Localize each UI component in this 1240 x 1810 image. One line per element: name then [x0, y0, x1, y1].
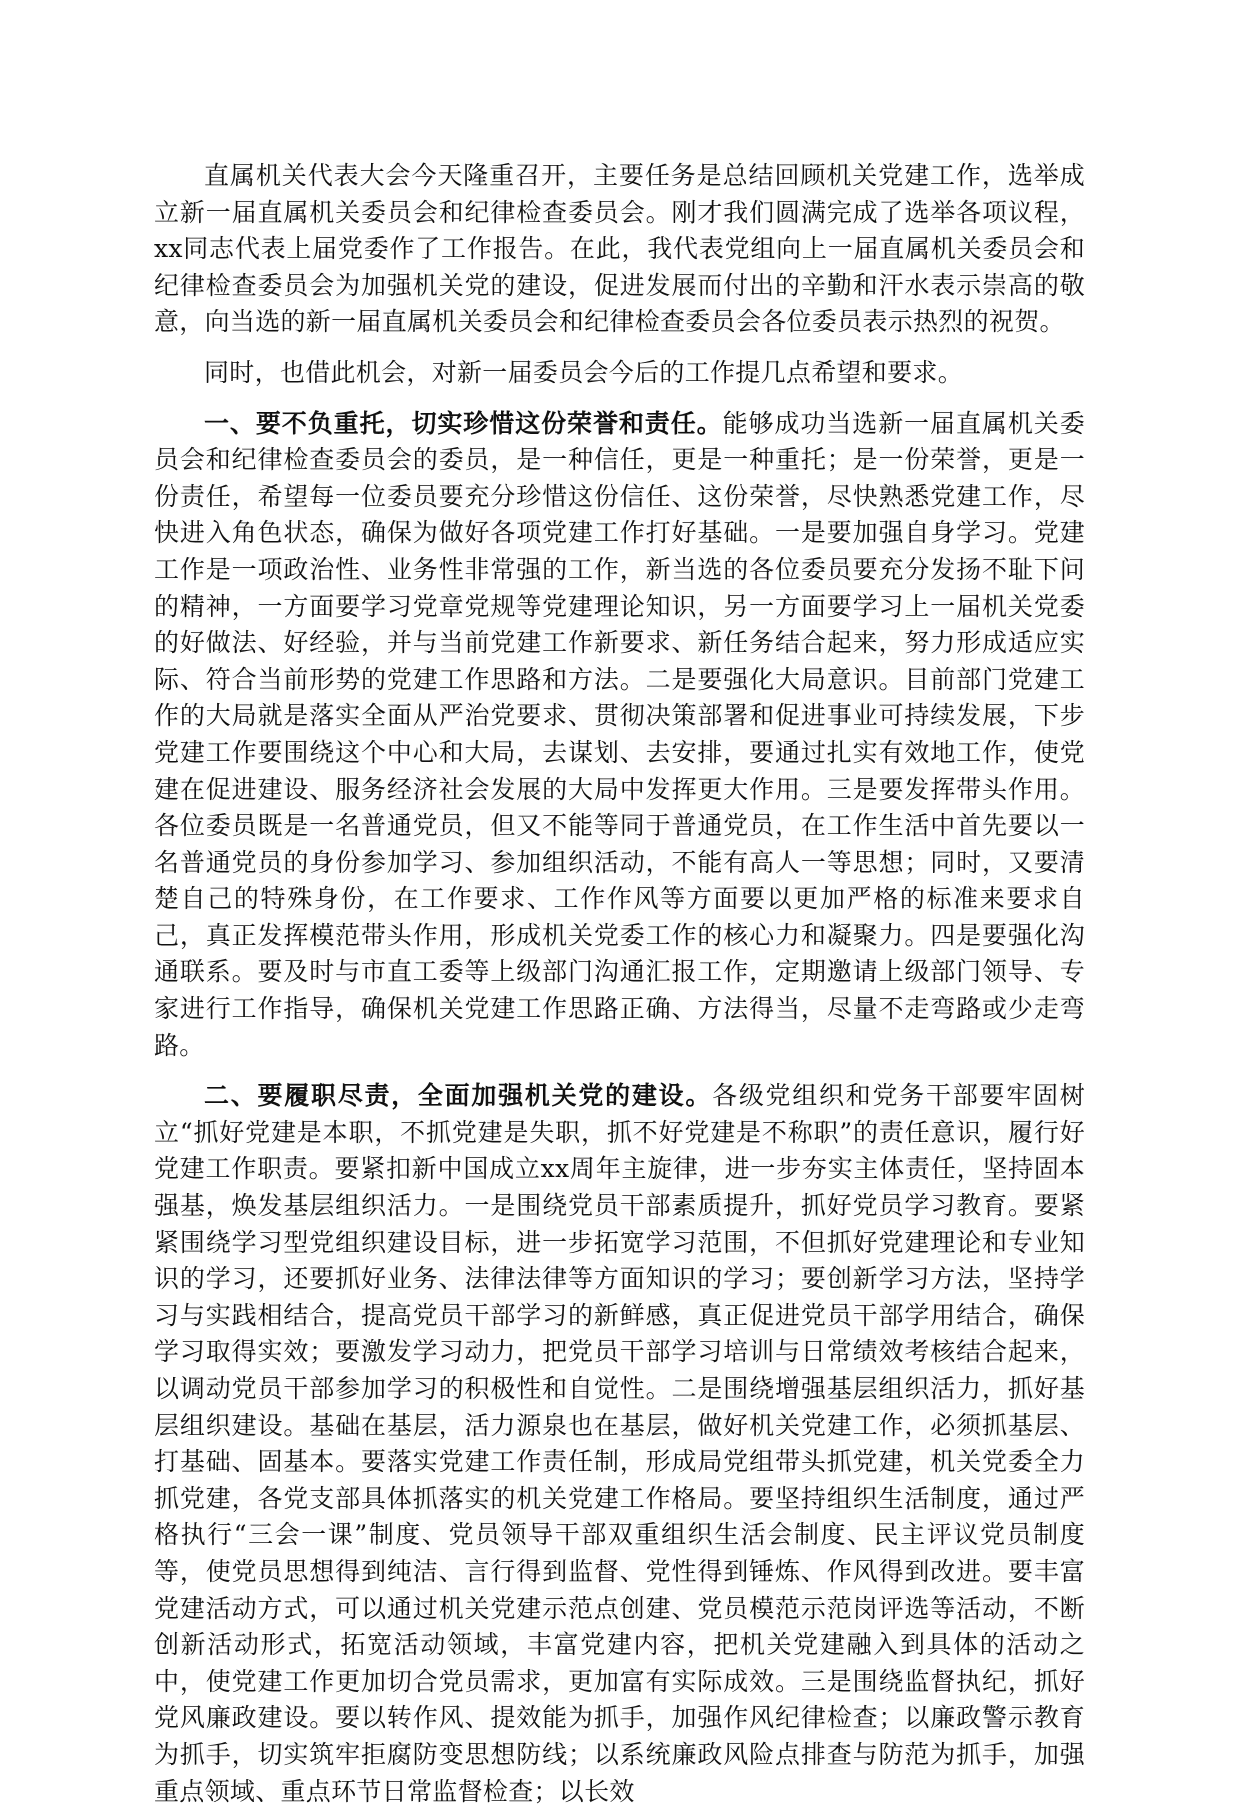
section-two-heading: 二、要履职尽责，全面加强机关党的建设。 — [204, 1081, 713, 1111]
section-two-text: 各级党组织和党务干部要牢固树立“抓好党建是本职，不抓党建是失职，抓不好党建是不称职”的责任意识，履行好党建工作职责。要紧扣新中国成立xx周年主旋律，进一步夯实主体责任，坚持固本强基，焕发基层组织活力。一是围绕党员干部素质提升，抓好党员学习教育。要紧紧围绕学习型党组织建设目标，进一步拓宽学习范围，不但抓好党建理论和专业知识的学习，还要抓好业务、法律法律等方面知识的学习；要创新学习方法，坚持学习与实践相结合，提高党员干部学习的新鲜感，真正促进党员干部学用结合，确保学习取得实效；要激发学习动力，把党员干部学习培训与日常绩效考核结合起来，以调动党员干部参加学习的积极性和自觉性。二是围绕增强基层组织活力，抓好基层组织建设。基础在基层，活力源泉也在基层，做好机关党建工作，必须抓基层、打基础、固基本。要落实党建工作责任制，形成局党组带头抓党建，机关党委全力抓党建，各党支部具体抓落实的机关党建工作格局。要坚持组织生活制度，通过严格执行“三会一课”制度、党员领导干部双重组织生活会制度、民主评议党员制度等，使党员思想得到纯洁、言行得到监督、党性得到锤炼、作风得到改进。要丰富党建活动方式，可以通过机关党建示范点创建、党员模范示范岗评选等活动，不断创新活动形式，拓宽活动领域，丰富党建内容，把机关党建融入到具体的活动之中，使党建工作更加切合党员需求，更加富有实际成效。三是围绕监督执纪，抓好党风廉政建设。要以转作风、提效能为抓手，加强作风纪律检查；以廉政警示教育为抓手，切实筑牢拒腐防变思想防线；以系统廉政风险点排查与防范为抓手，加强重点领域、重点环节日常监督检查；以长效 — [154, 1081, 1086, 1806]
paragraph-section-two — [154, 1078, 1085, 1810]
paragraph-transition-text: 同时，也借此机会，对新一届委员会今后的工作提几点希望和要求。 — [204, 357, 964, 387]
paragraph-opening — [154, 158, 1085, 341]
section-one-text: 能够成功当选新一届直属机关委员会和纪律检查委员会的委员，是一种信任，更是一种重托；是一份荣誉，更是一份责任，希望每一位委员要充分珍惜这份信任、这份荣誉，尽快熟悉党建工作，尽快进入角色状态，确保为做好各项党建工作打好基础。一是要加强自身学习。党建工作是一项政治性、业务性非常强的工作，新当选的各位委员要充分发扬不耻下问的精神，一方面要学习党章党规等党建理论知识，另一方面要学习上一届机关党委的好做法、好经验，并与当前党建工作新要求、新任务结合起来，努力形成适应实际、符合当前形势的党建工作思路和方法。二是要强化大局意识。目前部门党建工作的大局就是落实全面从严治党要求、贯彻决策部署和促进事业可持续发展，下步党建工作要围绕这个中心和大局，去谋划、去安排，要通过扎实有效地工作，使党建在促进建设、服务经济社会发展的大局中发挥更大作用。三是要发挥带头作用。各位委员既是一名普通党员，但又不能等同于普通党员，在工作生活中首先要以一名普通党员的身份参加学习、参加组织活动，不能有高人一等思想；同时，又要清楚自己的特殊身份，在工作要求、工作作风等方面要以更加严格的标准来要求自己，真正发挥模范带头作用，形成机关党委工作的核心力和凝聚力。四是要强化沟通联系。要及时与市直工委等上级部门沟通汇报工作，定期邀请上级部门领导、专家进行工作指导，确保机关党建工作思路正确、方法得当，尽量不走弯路或少走弯路。 — [154, 408, 1085, 1060]
section-one-heading: 一、要不负重托，切实珍惜这份荣誉和责任。 — [204, 408, 723, 438]
paragraph-opening-text: 直属机关代表大会今天隆重召开，主要任务是总结回顾机关党建工作，选举成立新一届直属机关委员会和纪律检查委员会。刚才我们圆满完成了选举各项议程，xx同志代表上届党委作了工作报告。在此，我代表党组向上一届直属机关委员会和纪律检查委员会为加强机关党的建设，促进发展而付出的辛勤和汗水表示崇高的敬意，向当选的新一届直属机关委员会和纪律检查委员会各位委员表示热烈的祝贺。 — [154, 161, 1085, 337]
paragraph-section-one — [154, 406, 1085, 1065]
paragraph-transition — [154, 355, 1085, 392]
